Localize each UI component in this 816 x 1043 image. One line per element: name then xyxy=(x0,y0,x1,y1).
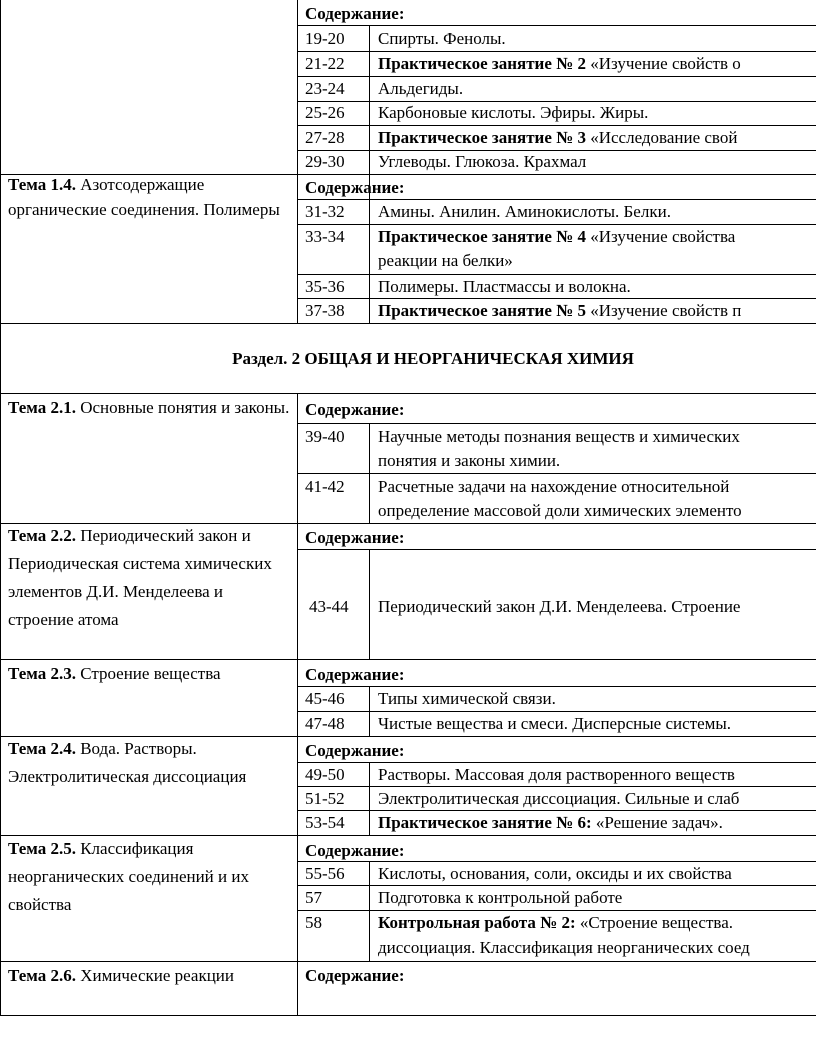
lesson-number: 53-54 xyxy=(305,813,345,832)
lesson-number: 23-24 xyxy=(305,79,345,98)
content-label: Содержание: xyxy=(305,528,405,547)
lesson-number: 21-22 xyxy=(305,54,345,73)
lesson-title: Периодический закон Д.И. Менделеева. Строение xyxy=(378,597,741,616)
lesson-number: 25-26 xyxy=(305,103,345,122)
lesson-number: 45-46 xyxy=(305,689,345,708)
lesson-number: 57 xyxy=(305,888,322,907)
section-title: Раздел. 2 ОБЩАЯ И НЕОРГАНИЧЕСКАЯ ХИМИЯ xyxy=(232,349,634,368)
lesson-number: 29-30 xyxy=(305,152,345,171)
lesson-number: 49-50 xyxy=(305,765,345,784)
topic-title: Тема 2.3. Строение вещества xyxy=(8,664,221,683)
lesson-title: Расчетные задачи на нахождение относительной xyxy=(378,477,730,496)
lesson-title: Научные методы познания веществ и химических xyxy=(378,427,740,446)
lesson-title-continued: определение массовой доли химических элементо xyxy=(378,501,742,520)
lesson-number: 37-38 xyxy=(305,301,345,320)
lesson-title: Электролитическая диссоциация. Сильные и слаб xyxy=(378,789,740,808)
lesson-title-continued: реакции на белки» xyxy=(378,251,513,270)
topic-title: Тема 2.2. Периодический закон и Периодическая система химических элементов Д.И. Менделеева и строение атома xyxy=(8,526,272,629)
lesson-title-continued: понятия и законы химии. xyxy=(378,451,561,470)
table-border-left xyxy=(0,0,1,1016)
content-label: Содержание: xyxy=(305,178,405,197)
lesson-title: Практическое занятие № 2 «Изучение свойств о xyxy=(378,54,741,73)
lesson-number: 27-28 xyxy=(305,128,345,147)
lesson-number: 41-42 xyxy=(305,477,345,496)
lesson-title: Практическое занятие № 4 «Изучение свойства xyxy=(378,227,736,246)
lesson-number: 58 xyxy=(305,913,322,932)
lesson-title: Практическое занятие № 3 «Исследование свой xyxy=(378,128,738,147)
topic-title: Тема 2.1. Основные понятия и законы. xyxy=(8,398,290,417)
content-label: Содержание: xyxy=(305,741,405,760)
column-divider xyxy=(369,861,370,961)
lesson-number: 47-48 xyxy=(305,714,345,733)
lesson-number: 51-52 xyxy=(305,789,345,808)
lesson-title: Углеводы. Глюкоза. Крахмал xyxy=(378,152,587,171)
lesson-title: Амины. Анилин. Аминокислоты. Белки. xyxy=(378,202,671,221)
lesson-title: Типы химической связи. xyxy=(378,689,556,708)
topic-title: Тема 2.5. Классификация неорганических соединений и их свойства xyxy=(8,839,249,914)
lesson-title: Контрольная работа № 2: «Строение вещества. xyxy=(378,913,734,932)
lesson-title: Кислоты, основания, соли, оксиды и их свойства xyxy=(378,864,732,883)
lesson-title: Практическое занятие № 5 «Изучение свойств п xyxy=(378,301,742,320)
content-label: Содержание: xyxy=(305,4,405,23)
topic-title: Тема 2.6. Химические реакции xyxy=(8,966,234,985)
content-label: Содержание: xyxy=(305,400,405,419)
content-label: Содержание: xyxy=(305,966,405,985)
lesson-number: 43-44 xyxy=(309,597,349,616)
lesson-title: Растворы. Массовая доля растворенного веществ xyxy=(378,765,735,784)
lesson-number: 31-32 xyxy=(305,202,345,221)
content-label: Содержание: xyxy=(305,841,405,860)
lesson-number: 33-34 xyxy=(305,227,345,246)
topic-title: Тема 1.4. Азотсодержащие органические соединения. Полимеры xyxy=(8,175,280,219)
lesson-number: 19-20 xyxy=(305,29,345,48)
lesson-title: Подготовка к контрольной работе xyxy=(378,888,623,907)
topic-title: Тема 2.4. Вода. Растворы. Электролитическая диссоциация xyxy=(8,739,247,786)
content-label: Содержание: xyxy=(305,665,405,684)
column-divider xyxy=(297,393,298,1016)
column-divider xyxy=(369,762,370,835)
lesson-title: Практическое занятие № 6: «Решение задач». xyxy=(378,813,723,832)
lesson-number: 39-40 xyxy=(305,427,345,446)
lesson-title: Карбоновые кислоты. Эфиры. Жиры. xyxy=(378,103,649,122)
column-divider xyxy=(369,549,370,659)
lesson-title: Чистые вещества и смеси. Дисперсные системы. xyxy=(378,714,732,733)
lesson-title: Полимеры. Пластмассы и волокна. xyxy=(378,277,631,296)
lesson-title: Спирты. Фенолы. xyxy=(378,29,506,48)
lesson-number: 35-36 xyxy=(305,277,345,296)
lesson-title: Альдегиды. xyxy=(378,79,464,98)
lesson-title-continued: диссоциация. Классификация неорганических соед xyxy=(378,938,750,957)
lesson-number: 55-56 xyxy=(305,864,345,883)
